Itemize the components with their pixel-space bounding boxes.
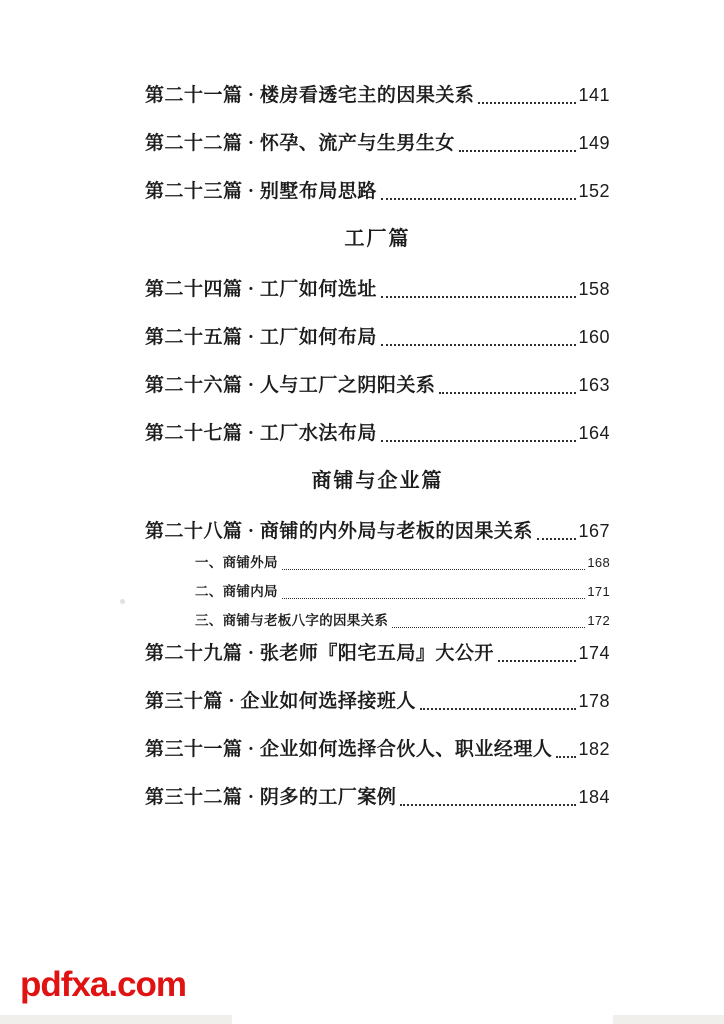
toc-page-number: 182 <box>578 739 610 759</box>
dot-leader <box>400 804 576 806</box>
toc-title: 第二十二篇 · 怀孕、流产与生男生女 <box>145 133 455 154</box>
dot-leader <box>392 627 585 628</box>
toc-page-number: 172 <box>587 613 610 628</box>
toc-title: 第二十一篇 · 楼房看透宅主的因果关系 <box>145 85 475 106</box>
dot-leader <box>556 756 576 758</box>
toc-entry <box>145 784 610 811</box>
dot-leader <box>478 102 576 104</box>
toc-page-number: 168 <box>587 555 610 570</box>
toc-page-number: 160 <box>578 327 610 347</box>
toc-title: 第二十四篇 · 工厂如何选址 <box>145 279 377 300</box>
toc-title: 第二十九篇 · 张老师『阳宅五局』大公开 <box>145 643 494 664</box>
toc-entry <box>145 130 610 157</box>
toc <box>145 82 610 832</box>
toc-entry <box>145 82 610 109</box>
scan-speck-artifact <box>120 599 125 604</box>
toc-page-number: 178 <box>578 691 610 711</box>
dot-leader <box>498 660 577 662</box>
dot-leader <box>381 198 577 200</box>
toc-title: 第三十篇 · 企业如何选择接班人 <box>145 691 416 712</box>
toc-title: 第三十一篇 · 企业如何选择合伙人、职业经理人 <box>145 739 553 760</box>
watermark-site-link[interactable]: pdfxa.com <box>20 965 187 1004</box>
toc-title: 第二十六篇 · 人与工厂之阴阳关系 <box>145 375 436 396</box>
dot-leader <box>439 392 576 394</box>
toc-entry <box>145 178 610 205</box>
toc-title: 第二十五篇 · 工厂如何布局 <box>145 327 377 348</box>
section-heading: 工厂篇 <box>344 228 411 250</box>
toc-subentries <box>145 552 610 632</box>
toc-page-number: 158 <box>578 279 610 299</box>
dot-leader <box>381 344 577 346</box>
toc-page-number: 149 <box>578 133 610 153</box>
toc-title: 第二十七篇 · 工厂水法布局 <box>145 423 377 444</box>
toc-title: 二、商铺内局 <box>195 584 278 599</box>
toc-entry <box>145 276 610 303</box>
toc-title: 第三十二篇 · 阴多的工厂案例 <box>145 787 397 808</box>
toc-page-number: 174 <box>578 643 610 663</box>
toc-entry <box>145 736 610 763</box>
toc-subentry <box>145 610 610 632</box>
toc-title: 三、商铺与老板八字的因果关系 <box>195 613 389 628</box>
toc-page-number: 167 <box>578 521 610 541</box>
toc-subentry <box>145 581 610 603</box>
toc-entry <box>145 324 610 351</box>
toc-title: 第二十三篇 · 别墅布局思路 <box>145 181 377 202</box>
toc-entry <box>145 518 610 545</box>
dot-leader <box>282 569 586 570</box>
scan-edge-artifact <box>0 1015 232 1024</box>
toc-entry <box>145 688 610 715</box>
dot-leader <box>381 296 577 298</box>
toc-page-number: 184 <box>578 787 610 807</box>
toc-page-number: 163 <box>578 375 610 395</box>
toc-page-number: 171 <box>587 584 610 599</box>
toc-title: 第二十八篇 · 商铺的内外局与老板的因果关系 <box>145 521 533 542</box>
dot-leader <box>537 538 577 540</box>
toc-entry <box>145 372 610 399</box>
toc-entry <box>145 420 610 447</box>
toc-page-number: 152 <box>578 181 610 201</box>
toc-entry <box>145 640 610 667</box>
section-heading: 商铺与企业篇 <box>311 470 444 492</box>
toc-subentry <box>145 552 610 574</box>
toc-title: 一、商铺外局 <box>195 555 278 570</box>
toc-page-number: 164 <box>578 423 610 443</box>
dot-leader <box>420 708 577 710</box>
scan-edge-artifact <box>613 1015 724 1024</box>
dot-leader <box>381 440 577 442</box>
toc-page-number: 141 <box>578 85 610 105</box>
dot-leader <box>459 150 577 152</box>
dot-leader <box>282 598 586 599</box>
